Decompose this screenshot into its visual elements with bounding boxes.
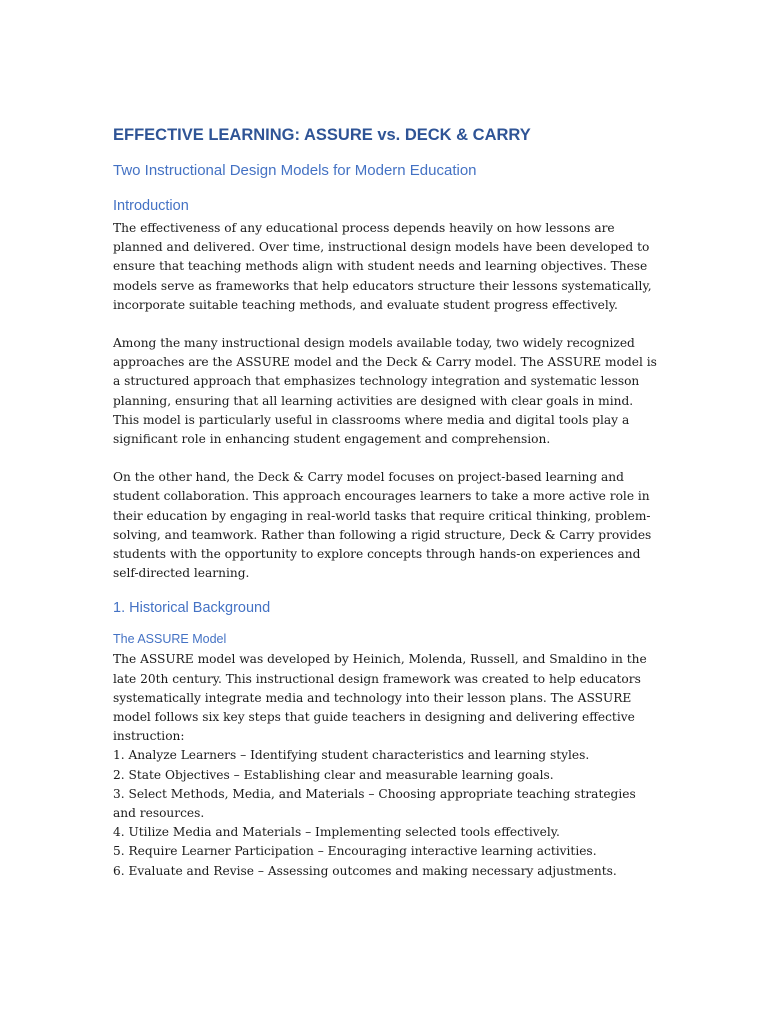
intro-paragraph-2: Among the many instructional design models available today, two widely recognized approaches are the ASSURE model and the Deck & Carry model. The ASSURE model is a structured approach that emphasizes technology integration and systematic lesson planning, ensuring that all learning activities are designed with clear goals in mind. This model is particularly useful in classrooms where media and digital tools play a significant role in enhancing student engagement and comprehension. — [113, 336, 657, 447]
introduction-heading: Introduction — [113, 198, 189, 214]
list-item: 3. Select Methods, Media, and Materials – Choosing appropriate teaching strategies and resources. — [113, 786, 636, 821]
historical-background-heading: 1. Historical Background — [113, 600, 271, 617]
list-item: 5. Require Learner Participation – Encouraging interactive learning activities. — [113, 844, 597, 859]
assure-paragraph: The ASSURE model was developed by Heinich, Molenda, Russell, and Smaldino in the late 20th century. This instructional design framework was created to help educators systematically integrate media and technology into their lesson plans. The ASSURE model follows six key steps that guide teachers in designing and delivering effective instruction: — [113, 652, 647, 744]
intro-paragraph-3: On the other hand, the Deck & Carry model focuses on project-based learning and student collaboration. This approach encourages learners to take a more active role in their education by engaging in real-world tasks that require critical thinking, problem-solving, and teamwork. Rather than following a rigid structure, Deck & Carry provides students with the opportunity to explore concepts through hands-on experiences and self-directed learning. — [113, 470, 652, 581]
list-item: 4. Utilize Media and Materials – Implementing selected tools effectively. — [113, 825, 560, 840]
assure-steps-list — [113, 746, 658, 880]
document-title: EFFECTIVE LEARNING: ASSURE vs. DECK & CARRY — [113, 126, 531, 144]
list-item: 1. Analyze Learners – Identifying student characteristics and learning styles. — [113, 748, 590, 763]
document-body — [113, 124, 658, 881]
intro-paragraph-1: The effectiveness of any educational process depends heavily on how lessons are planned and delivered. Over time, instructional design models have been developed to ensure that teaching methods align with student needs and learning objectives. These models serve as frameworks that help educators structure their lessons systematically, incorporate suitable teaching methods, and evaluate student progress effectively. — [113, 221, 652, 312]
list-item: 2. State Objectives – Establishing clear and measurable learning goals. — [113, 767, 554, 782]
document-subtitle: Two Instructional Design Models for Modern Education — [113, 162, 477, 179]
assure-model-heading: The ASSURE Model — [113, 632, 227, 647]
list-item: 6. Evaluate and Revise – Assessing outcomes and making necessary adjustments. — [113, 863, 617, 878]
